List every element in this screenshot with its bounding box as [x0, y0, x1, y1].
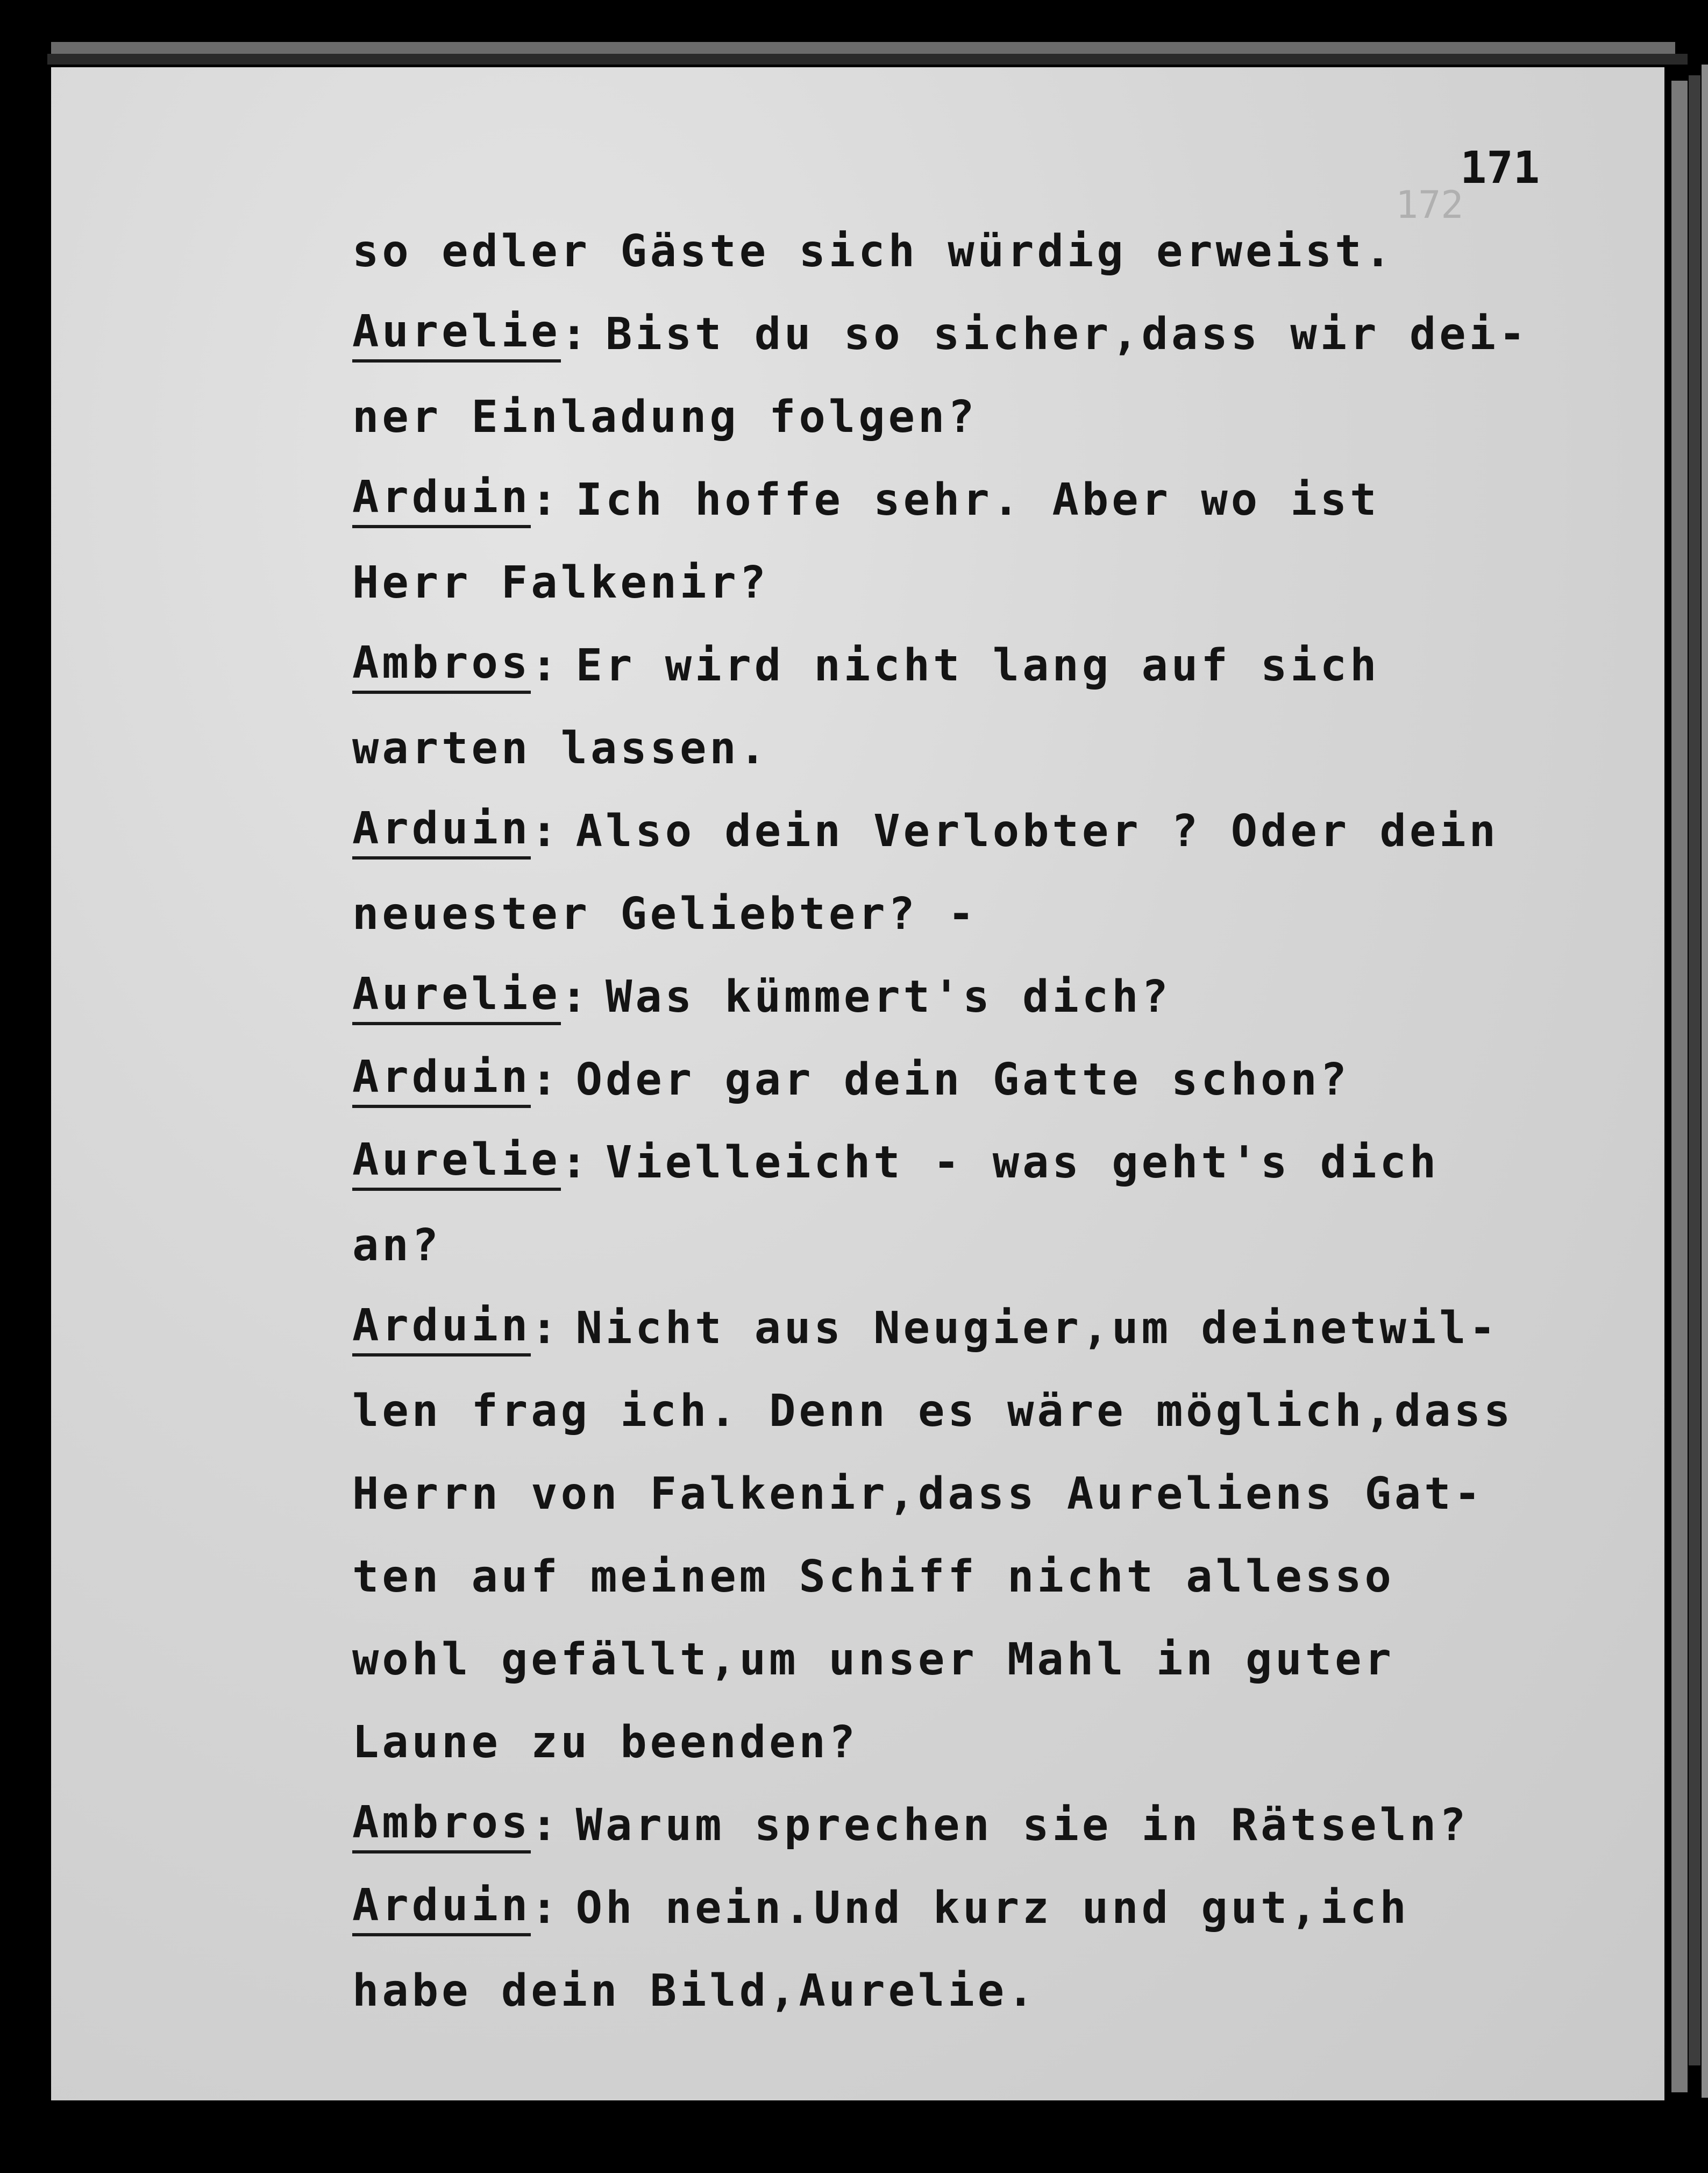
speaker-name: Arduin	[352, 472, 531, 528]
speaker-colon: :	[560, 1137, 590, 1188]
dialogue-line	[352, 1949, 1589, 2032]
line-text: Herrn von Falkenir,dass Aureliens Gat-	[352, 1468, 1484, 1519]
speaker-name: Aurelie	[352, 306, 561, 363]
speaker-name: Ambros	[352, 1797, 531, 1854]
speaker-colon: :	[531, 1882, 561, 1934]
line-text: neuester Geliebter? -	[352, 888, 978, 940]
speaker-name: Aurelie	[352, 1134, 561, 1191]
dialogue-line	[352, 375, 1589, 458]
speaker-colon: :	[531, 1302, 561, 1354]
line-text: Vielleicht - was geht's dich	[605, 1137, 1440, 1188]
sheet-edge-top	[51, 42, 1675, 54]
dialogue-line	[352, 707, 1589, 790]
dialogue-line	[352, 1452, 1589, 1535]
dialogue-line-with-speaker	[352, 790, 1589, 872]
dialogue-line	[352, 1618, 1589, 1701]
line-text: Er wird nicht lang auf sich	[575, 640, 1380, 691]
line-text: so edler Gäste sich würdig erweist.	[352, 225, 1394, 277]
dialogue-line-with-speaker	[352, 1287, 1589, 1369]
dialogue-line	[352, 1204, 1589, 1287]
dialogue-line-with-speaker	[352, 458, 1589, 541]
speaker-colon: :	[531, 1054, 561, 1105]
line-text: ner Einladung folgen?	[352, 391, 978, 443]
page-number-bleedthrough: 172	[1396, 183, 1464, 227]
dialogue-line	[352, 1701, 1589, 1784]
line-text: len frag ich. Denn es wäre möglich,dass	[352, 1385, 1514, 1437]
speaker-colon: :	[531, 1799, 561, 1851]
dialogue-line-with-speaker	[352, 1121, 1589, 1204]
line-text: Laune zu beenden?	[352, 1716, 859, 1768]
dialogue-line	[352, 1535, 1589, 1618]
line-text: Oh nein.Und kurz und gut,ich	[575, 1882, 1410, 1934]
dialogue-line-with-speaker	[352, 1038, 1589, 1121]
line-text: ten auf meinem Schiff nicht allesso	[352, 1551, 1394, 1602]
line-text: Nicht aus Neugier,um deinetwil-	[575, 1302, 1499, 1354]
dialogue-line-with-speaker	[352, 624, 1589, 707]
sheet-edge-right	[1671, 81, 1688, 2092]
line-text: Was kümmert's dich?	[605, 971, 1171, 1022]
speaker-name: Ambros	[352, 637, 531, 694]
speaker-colon: :	[531, 805, 561, 857]
dialogue-line	[352, 210, 1589, 293]
page-number: 171	[1460, 143, 1540, 194]
line-text: Oder gar dein Gatte schon?	[575, 1054, 1350, 1105]
speaker-name: Arduin	[352, 1880, 531, 1936]
line-text: Also dein Verlobter ? Oder dein	[575, 805, 1499, 857]
speaker-name: Arduin	[352, 803, 531, 860]
line-text: wohl gefällt,um unser Mahl in guter	[352, 1634, 1394, 1685]
dialogue-line	[352, 872, 1589, 955]
sheet-edge-right-shadow	[1689, 75, 1700, 2065]
line-text: Herr Falkenir?	[352, 557, 770, 608]
dialogue-line-with-speaker	[352, 1784, 1589, 1866]
dialogue-line-with-speaker	[352, 293, 1589, 375]
dialogue-line	[352, 1369, 1589, 1452]
dialogue-line-with-speaker	[352, 955, 1589, 1038]
speaker-name: Arduin	[352, 1300, 531, 1357]
line-text: warten lassen.	[352, 722, 770, 774]
line-text: an?	[352, 1219, 442, 1271]
speaker-colon: :	[531, 640, 561, 691]
dialogue-line-with-speaker	[352, 1866, 1589, 1949]
sheet-edge-right-outer	[1702, 65, 1708, 2098]
dialogue-text	[352, 210, 1589, 2032]
speaker-name: Arduin	[352, 1052, 531, 1108]
sheet-edge-top-shadow	[47, 54, 1688, 65]
speaker-name: Aurelie	[352, 969, 561, 1025]
speaker-colon: :	[531, 474, 561, 526]
line-text: Ich hoffe sehr. Aber wo ist	[575, 474, 1380, 526]
line-text: Warum sprechen sie in Rätseln?	[575, 1799, 1469, 1851]
dialogue-line	[352, 541, 1589, 624]
line-text: habe dein Bild,Aurelie.	[352, 1965, 1037, 2016]
line-text: Bist du so sicher,dass wir dei-	[605, 308, 1529, 360]
speaker-colon: :	[560, 308, 590, 360]
speaker-colon: :	[560, 971, 590, 1022]
